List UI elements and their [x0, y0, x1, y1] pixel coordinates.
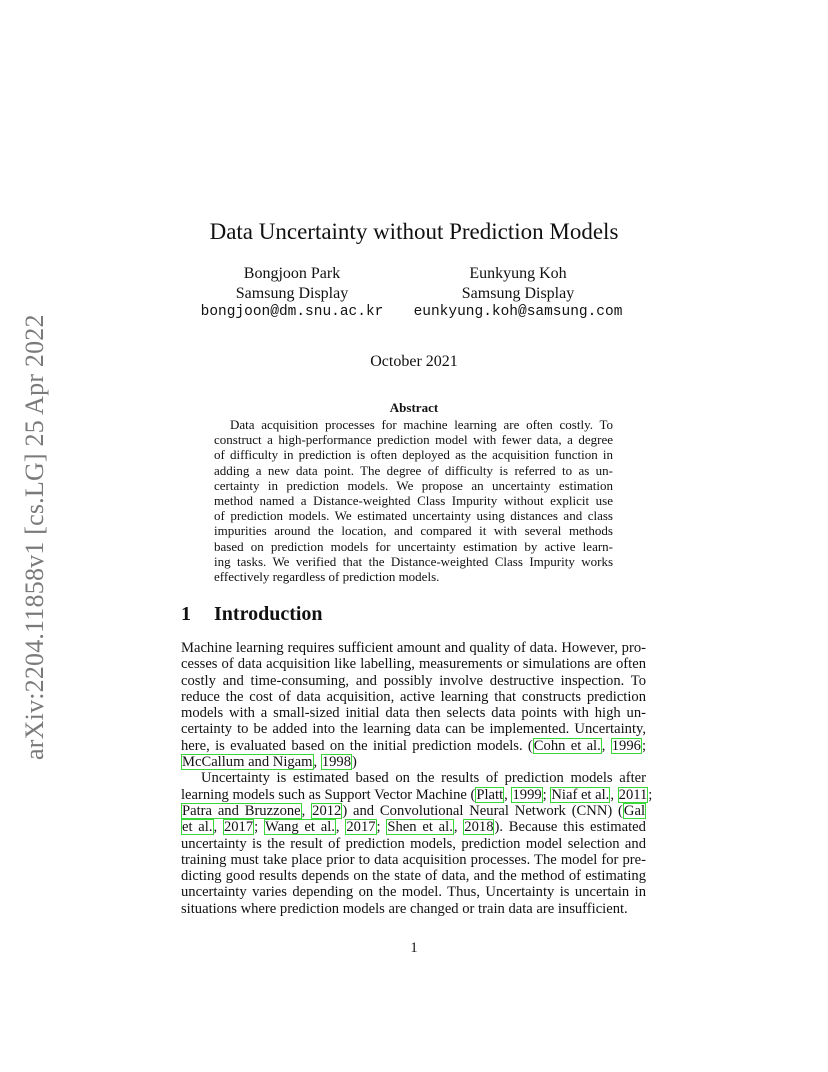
text-run: ,: [213, 819, 218, 836]
body-line: situations where prediction models are changed or train data are insufficient.: [181, 900, 628, 917]
text-run: ;: [641, 737, 646, 754]
body-line: uncertainty is the result of prediction models, prediction model selection and: [181, 835, 646, 852]
citation-link[interactable]: 2017: [346, 819, 376, 836]
body-line: dicting good results depends on the state of data, and the method of estimating: [181, 868, 646, 885]
citation-link[interactable]: 1999: [512, 786, 542, 803]
text-run: ,: [313, 754, 318, 771]
body-line: [181, 803, 646, 819]
abstract-line: of difficulty in prediction is often deployed as the acquisition function in: [214, 447, 613, 463]
citation-link[interactable]: 2017: [223, 819, 254, 836]
abstract-line: certainty in prediction models. We propose an uncertainty estimation: [214, 477, 613, 493]
author-affiliation: Samsung Display: [235, 284, 349, 302]
citation-link[interactable]: 2012: [312, 802, 342, 819]
abstract-line: construct a high-performance prediction model with fewer data, a degree: [214, 432, 613, 448]
paper-title: Data Uncertainty without Prediction Models: [209, 219, 619, 244]
text-run: ). Because this estimated: [494, 819, 646, 836]
body-line: cesses of data acquisition like labelling, measurements or simulations are often: [181, 656, 646, 673]
text-run: ,: [610, 786, 614, 803]
citation-link[interactable]: Cohn et al.: [533, 737, 601, 754]
body-line: [181, 738, 646, 754]
citation-link[interactable]: 2011: [618, 786, 648, 803]
text-run: ,: [504, 786, 508, 803]
body-line: Uncertainty is estimated based on the results of prediction models after: [201, 770, 646, 787]
paper-date: October 2021: [370, 353, 458, 370]
abstract-body: [214, 417, 613, 584]
citation-link[interactable]: Platt: [476, 786, 504, 803]
text-run: ,: [335, 819, 340, 836]
abstract-line: of prediction models. We estimated uncertainty using distances and class: [214, 508, 613, 524]
abstract-line: based on prediction models for uncertainty estimation by active learn-: [214, 538, 613, 554]
abstract-line: ing tasks. We verified that the Distance-weighted Class Impurity works: [214, 553, 613, 569]
author-email: bongjoon@dm.snu.ac.kr: [200, 304, 384, 320]
abstract-heading: Abstract: [389, 400, 439, 415]
author-name: Bongjoon Park: [243, 265, 341, 282]
body-line: [181, 819, 646, 835]
body-line: costly and time-consuming, and possibly involve destructive inspection. To: [181, 672, 646, 689]
author-email: eunkyung.koh@samsung.com: [413, 304, 623, 320]
body-line: Machine learning requires sufficient amount and quality of data. However, pro-: [181, 640, 646, 656]
abstract-line: impurities around the location, and compared it with several methods: [214, 523, 613, 539]
body-line: uncertainty varies depending on the model. Thus, Uncertainty is uncertain in: [181, 884, 646, 901]
citation-link[interactable]: McCallum and Nigam: [182, 754, 313, 771]
citation-link[interactable]: 1998: [321, 754, 352, 771]
author-affiliation: Samsung Display: [461, 284, 575, 302]
citation-link[interactable]: 1996: [611, 737, 641, 754]
body-text: [181, 640, 653, 917]
page-number: 1: [410, 940, 418, 956]
text-run: ,: [301, 802, 306, 819]
text-run: ;: [648, 786, 653, 803]
arxiv-identifier: arXiv:2204.11858v1 [cs.LG] 25 Apr 2022: [20, 314, 49, 760]
abstract-line: Data acquisition processes for machine learning are often costly. To: [230, 417, 613, 432]
text-run: learning models such as Support Vector Machine (: [181, 786, 476, 803]
body-line: models with a small-sized initial data then selects data points with high un-: [181, 705, 646, 722]
citation-link[interactable]: Gal: [623, 802, 645, 819]
text-run: ;: [542, 786, 547, 803]
body-line: [181, 786, 653, 803]
citation-link[interactable]: Shen et al.: [387, 819, 453, 836]
citation-link[interactable]: Wang et al.: [264, 819, 335, 836]
text-run: here, is evaluated based on the initial prediction models.: [181, 737, 523, 754]
body-line: [181, 754, 646, 770]
abstract-line: adding a new data point. The degree of difficulty is referred to as un-: [214, 462, 613, 478]
abstract-line: method named a Distance-weighted Class Impurity without explicit use: [214, 493, 613, 509]
citation-link[interactable]: Niaf et al.: [551, 786, 610, 803]
section-heading: [181, 603, 323, 626]
body-line: certainty to be added into the learning data can be implemented. Uncertainty,: [181, 721, 646, 738]
author-name: Eunkyung Koh: [469, 265, 567, 282]
text-run: ,: [601, 737, 606, 754]
author-block: [398, 264, 638, 323]
text-run: ,: [453, 819, 458, 836]
text-run: ): [352, 754, 357, 771]
section-title: Introduction: [214, 603, 323, 625]
citation-link[interactable]: 2018: [464, 819, 494, 836]
text-run: ) and Convolutional Neural Network (CNN) (: [342, 802, 623, 819]
text-run: ;: [254, 819, 259, 836]
author-block: [172, 264, 412, 323]
text-run: (: [527, 737, 533, 754]
abstract-line: effectively regardless of prediction models.: [214, 569, 440, 585]
citation-link[interactable]: et al.: [182, 819, 213, 836]
citation-link[interactable]: Patra and Bruzzone: [182, 802, 301, 819]
body-line: reduce the cost of data acquisition, active learning that constructs prediction: [181, 688, 646, 705]
section-number: 1: [181, 603, 191, 625]
text-run: ;: [376, 819, 381, 836]
body-line: training must take place prior to data acquisition processes. The model for pre-: [181, 851, 646, 868]
